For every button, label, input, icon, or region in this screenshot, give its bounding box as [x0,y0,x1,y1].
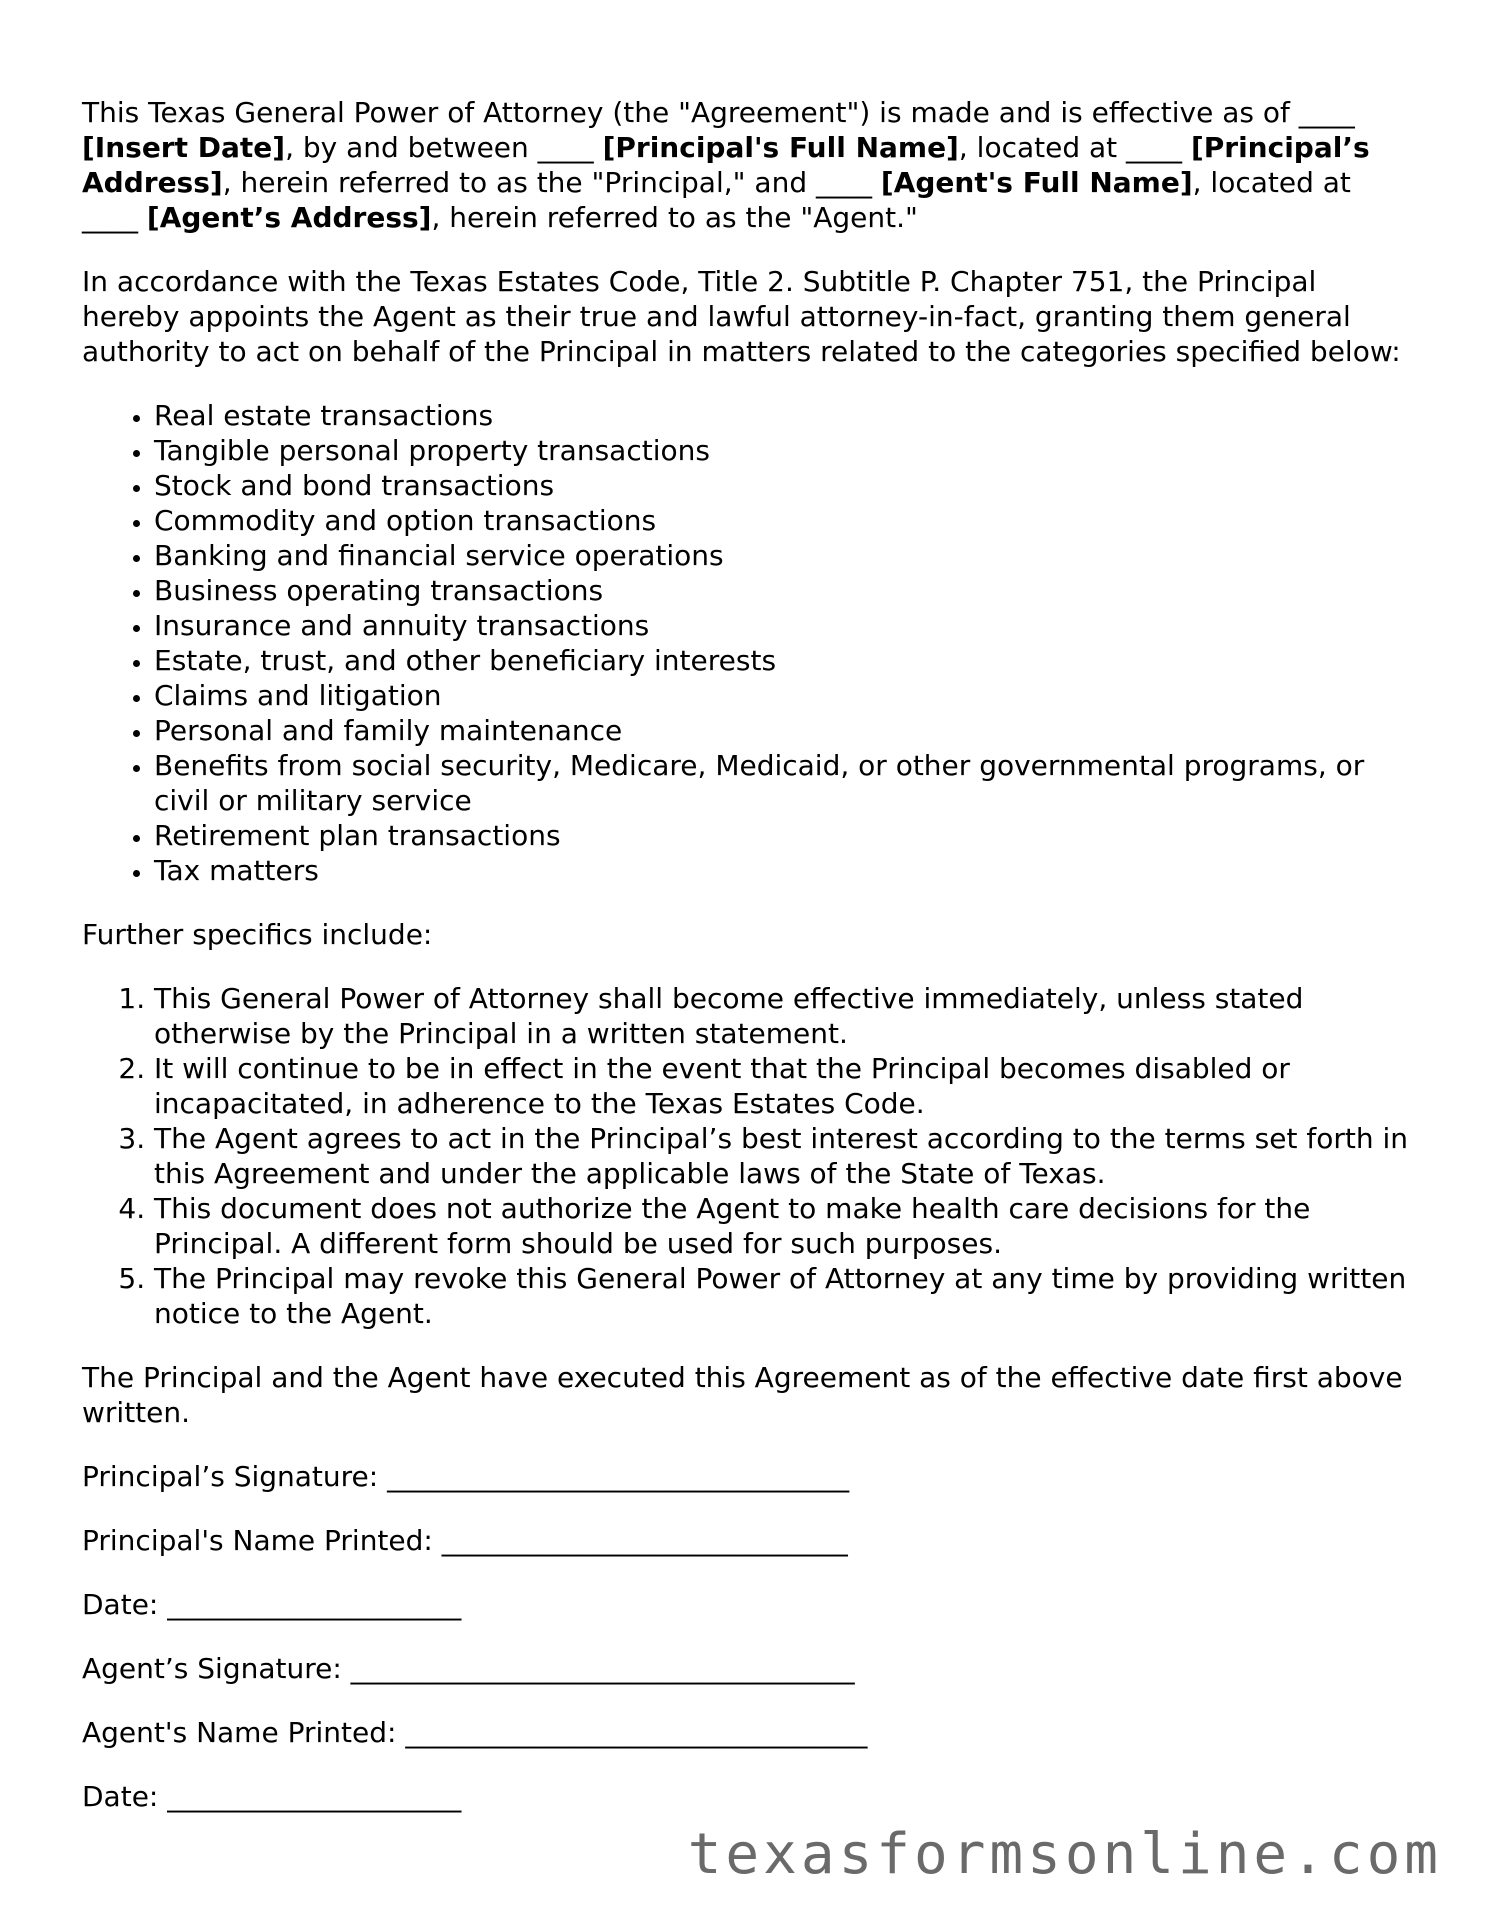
agent-address-placeholder: [Agent’s Address] [146,201,432,234]
list-item: • Business operating transactions [154,573,1412,608]
insert-date-placeholder: [Insert Date] [82,131,286,164]
specifics-list [82,981,1412,1331]
principal-date-line[interactable]: Date: _____________________ [82,1588,462,1621]
intro-text-1: This Texas General Power of Attorney (the "Agreement") is made and is effective as of ____ [82,96,1355,129]
list-item: • Insurance and annuity transactions [154,608,1412,643]
agent-date-line[interactable]: Date: _____________________ [82,1780,462,1813]
principal-name-placeholder: [Principal's Full Name] [602,131,959,164]
list-item: • Personal and family maintenance [154,713,1412,748]
principal-name-printed-line[interactable]: Principal's Name Printed: _____________________________ [82,1524,848,1557]
list-item: • Claims and litigation [154,678,1412,713]
principal-signature-line[interactable]: Principal’s Signature: _________________________________ [82,1460,850,1493]
principal-address-placeholder: [Principal’s Address] [82,131,1370,199]
agent-name-printed-line[interactable]: Agent's Name Printed: _________________________________ [82,1716,868,1749]
agent-name-placeholder: [Agent's Full Name] [880,166,1193,199]
list-item: • Tax matters [154,853,1412,888]
list-item: • Estate, trust, and other beneficiary interests [154,643,1412,678]
list-item: • Benefits from social security, Medicare, Medicaid, or other governmental programs, or civil or military service [154,748,1412,818]
intro-paragraph [82,95,1412,235]
list-item: • Retirement plan transactions [154,818,1412,853]
intro-text-5: , located at ____ [82,166,1351,234]
list-item: • Tangible personal property transactions [154,433,1412,468]
watermark: texasformsonline.com [687,1822,1442,1887]
list-item: 2. It will continue to be in effect in the event that the Principal becomes disabled or incapacitated, in adherence to the Texas Estates Code. [154,1051,1412,1121]
list-item: • Stock and bond transactions [154,468,1412,503]
intro-text-4: , herein referred to as the "Principal," and ____ [222,166,881,199]
list-item: • Commodity and option transactions [154,503,1412,538]
agent-signature-line[interactable]: Agent’s Signature: ____________________________________ [82,1652,855,1685]
specifics-heading: Further specifics include: [82,918,433,951]
document-body [82,95,1412,1843]
list-item: 4. This document does not authorize the Agent to make health care decisions for the Principal. A different form should be used for such purposes. [154,1191,1412,1261]
intro-text-6: , herein referred to as the "Agent." [431,201,918,234]
execution-paragraph: The Principal and the Agent have executed this Agreement as of the effective date first above written. [82,1361,1403,1429]
intro-text-2: , by and between ____ [285,131,603,164]
list-item: • Real estate transactions [154,398,1412,433]
categories-list [82,398,1412,888]
list-item: 1. This General Power of Attorney shall become effective immediately, unless stated otherwise by the Principal in a written statement. [154,981,1412,1051]
intro-text-3: , located at ____ [958,131,1191,164]
list-item: • Banking and financial service operations [154,538,1412,573]
list-item: 3. The Agent agrees to act in the Principal’s best interest according to the terms set forth in this Agreement and under the applicable laws of the State of Texas. [154,1121,1412,1191]
list-item: 5. The Principal may revoke this General Power of Attorney at any time by providing written notice to the Agent. [154,1261,1412,1331]
appointment-paragraph: In accordance with the Texas Estates Code, Title 2. Subtitle P. Chapter 751, the Principal hereby appoints the Agent as their true and lawful attorney-in-fact, granting them general authority to act on behalf of the Principal in matters related to the categories specified below: [82,265,1401,368]
